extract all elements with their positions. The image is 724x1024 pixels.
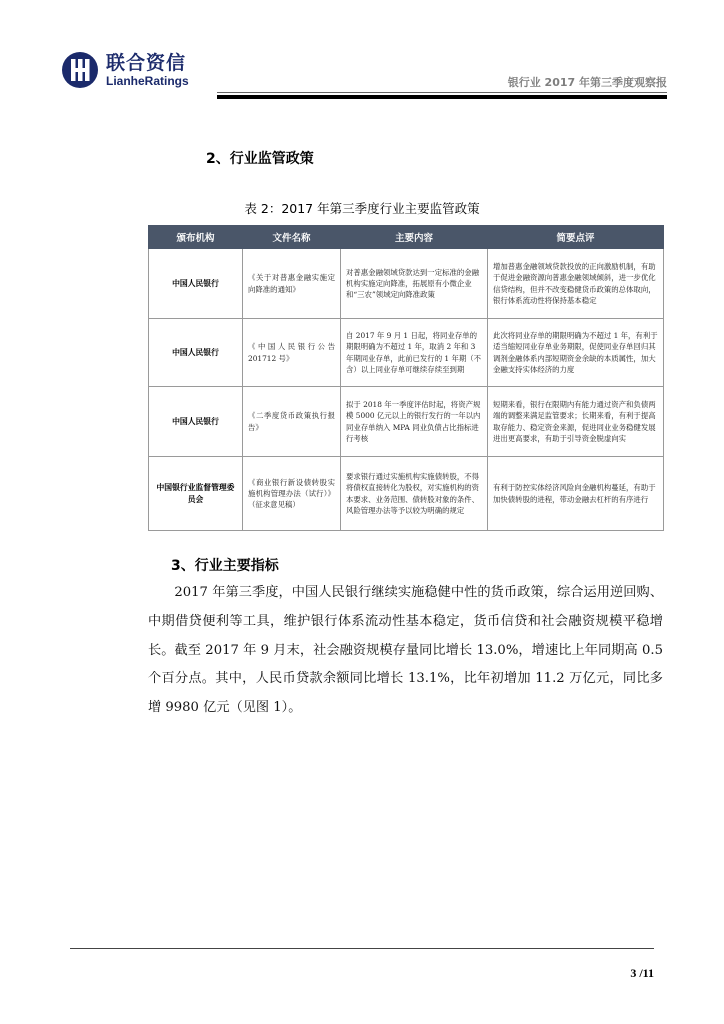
brand-logo xyxy=(60,48,189,92)
footer-divider xyxy=(70,948,654,949)
document-cell: 《关于对普惠金融实施定向降准的通知》 xyxy=(243,249,341,319)
content-cell: 自 2017 年 9 月 1 日起，将同业存单的期限明确为不超过 1 年，取消 2 年和 3 年期同业存单，此前已发行的 1 年期（不含）以上同业存单可继续存续至到期 xyxy=(341,319,488,387)
comment-cell: 短期来看，银行在限期内有能力通过资产和负债两端的调整来满足监管要求；长期来看，有利于提高取存能力、稳定资金来源，促进同业业务稳健发展进出更高要求，有助于引导资金脱虚向实 xyxy=(488,387,664,457)
brand-name-en: LianheRatings xyxy=(106,74,189,88)
policy-table xyxy=(148,225,664,531)
table-row xyxy=(149,387,664,457)
comment-cell: 增加普惠金融领域贷款投放的正向激励机制，有助于促进金融资源向普惠金融领域倾斜，进一步优化信贷结构，但并不改变稳健货币政策的总体取向，银行体系流动性将保持基本稳定 xyxy=(488,249,664,319)
section-title-key-indicators: 3、行业主要指标 xyxy=(171,558,279,574)
column-header-comment: 简要点评 xyxy=(488,226,664,249)
column-header-institution: 颁布机构 xyxy=(149,226,243,249)
institution-cell: 中国人民银行 xyxy=(149,319,243,387)
content-cell: 要求银行通过实施机构实施债转股，不得将债权直接转化为股权，对实施机构的资本要求、业务范围、债转股对象的条件、风险管理办法等予以较为明确的规定 xyxy=(341,457,488,531)
brand-name-cn: 联合资信 xyxy=(106,52,187,74)
institution-cell: 中国人民银行 xyxy=(149,249,243,319)
page-number: 3 /11 xyxy=(630,966,654,980)
table-header-row xyxy=(149,226,664,249)
body-paragraph-container xyxy=(148,579,663,723)
comment-cell: 有利于防控实体经济风险向金融机构蔓延，有助于加快债转股的进程，带动金融去杠杆的有序进行 xyxy=(488,457,664,531)
table-row xyxy=(149,457,664,531)
comment-cell: 此次将同业存单的期限明确为不超过 1 年，有利于适当缩短同业存单业务期限，促使同业存单回归其调剂金融体系内部短期资金余缺的本质属性，加大金融支持实体经济的力度 xyxy=(488,319,664,387)
document-cell: 《中国人民银行公告 201712 号》 xyxy=(243,319,341,387)
section-title-regulatory-policy: 2、行业监管政策 xyxy=(206,151,314,167)
lianhe-logo-icon xyxy=(60,50,100,90)
content-cell: 对普惠金融领域贷款达到一定标准的金融机构实施定向降准，拓展原有小微企业和“三农”领域定向降准政策 xyxy=(341,249,488,319)
institution-cell: 中国银行业监督管理委员会 xyxy=(149,457,243,531)
document-cell: 《二季度货币政策执行报告》 xyxy=(243,387,341,457)
header-divider-thin xyxy=(217,92,667,93)
column-header-document: 文件名称 xyxy=(243,226,341,249)
document-cell: 《商业银行新设债转股实施机构管理办法（试行）》（征求意见稿） xyxy=(243,457,341,531)
table-caption: 表 2：2017 年第三季度行业主要监管政策 xyxy=(244,201,480,216)
header-divider-thick xyxy=(217,95,667,99)
table-row xyxy=(149,249,664,319)
content-cell: 拟于 2018 年一季度评估时起，将资产规模 5000 亿元以上的银行发行的一年以内同业存单纳入 MPA 同业负债占比指标进行考核 xyxy=(341,387,488,457)
body-paragraph: 2017 年第三季度，中国人民银行继续实施稳健中性的货币政策，综合运用逆回购、中期借贷便利等工具，维护银行体系流动性基本稳定，货币信贷和社会融资规模平稳增长。截至 2017 年 9 月末，社会融资规模存量同比增长 13.0%，增速比上年同期高 0.5 个百分点。其中，人民币贷款余额同比增长 13.1%，比年初增加 11.2 万亿元，同比多增 9980 亿元（见图 1）。 xyxy=(148,585,663,716)
column-header-content: 主要内容 xyxy=(341,226,488,249)
report-title: 银行业 2017 年第三季度观察报 xyxy=(507,76,667,89)
table-row xyxy=(149,319,664,387)
institution-cell: 中国人民银行 xyxy=(149,387,243,457)
